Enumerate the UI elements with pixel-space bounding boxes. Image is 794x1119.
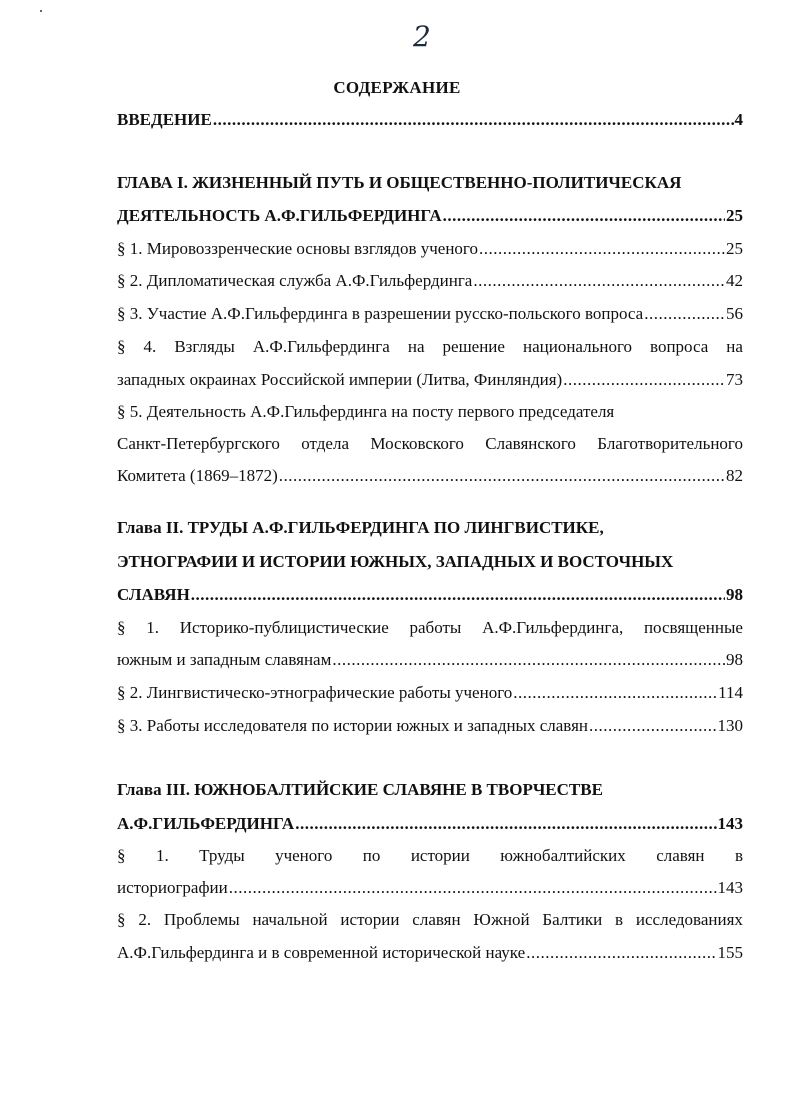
toc-section-3-2-line1: § 2. Проблемы начальной истории славян Южной Балтики в исследованиях xyxy=(117,910,743,929)
toc-section-1-2: § 2. Дипломатическая служба А.Ф.Гильфердинга ..... 42 xyxy=(117,271,743,297)
scan-speck xyxy=(40,10,42,12)
toc-section-1-5-line3: Комитета (1869–1872) ..... 82 xyxy=(117,466,743,492)
leader-dots xyxy=(589,716,716,736)
leader-dots xyxy=(229,878,717,898)
toc-chapter3-line1: Глава III. ЮЖНОБАЛТИЙСКИЕ СЛАВЯНЕ В ТВОРЧЕСТВЕ xyxy=(117,780,603,799)
toc-section-3-1-line1: § 1. Труды ученого по истории южнобалтийских славян в xyxy=(117,846,743,865)
leader-dots xyxy=(443,206,725,226)
toc-section-1-5-line2: Санкт-Петербургского отдела Московского Славянского Благотворительного xyxy=(117,434,743,453)
leader-dots xyxy=(295,814,716,834)
leader-dots xyxy=(563,370,725,390)
toc-chapter3-line2: А.Ф.ГИЛЬФЕРДИНГА ..... 143 xyxy=(117,814,743,840)
toc-section-2-2: § 2. Лингвистическо-этнографические работы ученого ..... 114 xyxy=(117,683,743,709)
toc-section-3-2-line2: А.Ф.Гильфердинга и в современной исторической науке ..... 155 xyxy=(117,943,743,969)
toc-section-1-1: § 1. Мировоззренческие основы взглядов ученого ..... 25 xyxy=(117,239,743,265)
toc-section-2-3: § 3. Работы исследователя по истории южных и западных славян ..... 130 xyxy=(117,716,743,742)
handwritten-page-number: 2 xyxy=(413,20,431,53)
toc-chapter1-line2: ДЕЯТЕЛЬНОСТЬ А.Ф.ГИЛЬФЕРДИНГА ..... 25 xyxy=(117,206,743,232)
leader-dots xyxy=(644,304,725,324)
leader-dots xyxy=(213,110,734,130)
toc-chapter2-line3: СЛАВЯН ..... 98 xyxy=(117,585,743,611)
leader-dots xyxy=(473,271,725,291)
toc-chapter1-line1: ГЛАВА I. ЖИЗНЕННЫЙ ПУТЬ И ОБЩЕСТВЕННО-ПОЛИТИЧЕСКАЯ xyxy=(117,173,682,192)
leader-dots xyxy=(513,683,717,703)
toc-section-2-1-line2: южным и западным славянам ..... 98 xyxy=(117,650,743,676)
toc-section-1-5-line1: § 5. Деятельность А.Ф.Гильфердинга на посту первого председателя xyxy=(117,402,615,421)
toc-section-2-1-line1: § 1. Историко-публицистические работы А.Ф.Гильфердинга, посвященные xyxy=(117,618,743,637)
toc-entry-intro: ВВЕДЕНИЕ ..... 4 xyxy=(117,110,743,136)
toc-chapter2-line2: ЭТНОГРАФИИ И ИСТОРИИ ЮЖНЫХ, ЗАПАДНЫХ И ВОСТОЧНЫХ xyxy=(117,552,674,571)
toc-section-1-4-line1: § 4. Взгляды А.Ф.Гильфердинга на решение национального вопроса на xyxy=(117,337,743,356)
toc-section-3-1-line2: историографии ..... 143 xyxy=(117,878,743,904)
toc-section-1-4-line2: западных окраинах Российской империи (Литва, Финляндия) ..... 73 xyxy=(117,370,743,396)
leader-dots xyxy=(479,239,725,259)
toc-section-1-3: § 3. Участие А.Ф.Гильфердинга в разрешении русско-польского вопроса ..... 56 xyxy=(117,304,743,330)
leader-dots xyxy=(279,466,725,486)
toc-chapter2-line1: Глава II. ТРУДЫ А.Ф.ГИЛЬФЕРДИНГА ПО ЛИНГВИСТИКЕ, xyxy=(117,518,604,537)
page-title: СОДЕРЖАНИЕ xyxy=(333,78,461,97)
leader-dots xyxy=(191,585,725,605)
leader-dots xyxy=(332,650,725,670)
leader-dots xyxy=(526,943,716,963)
